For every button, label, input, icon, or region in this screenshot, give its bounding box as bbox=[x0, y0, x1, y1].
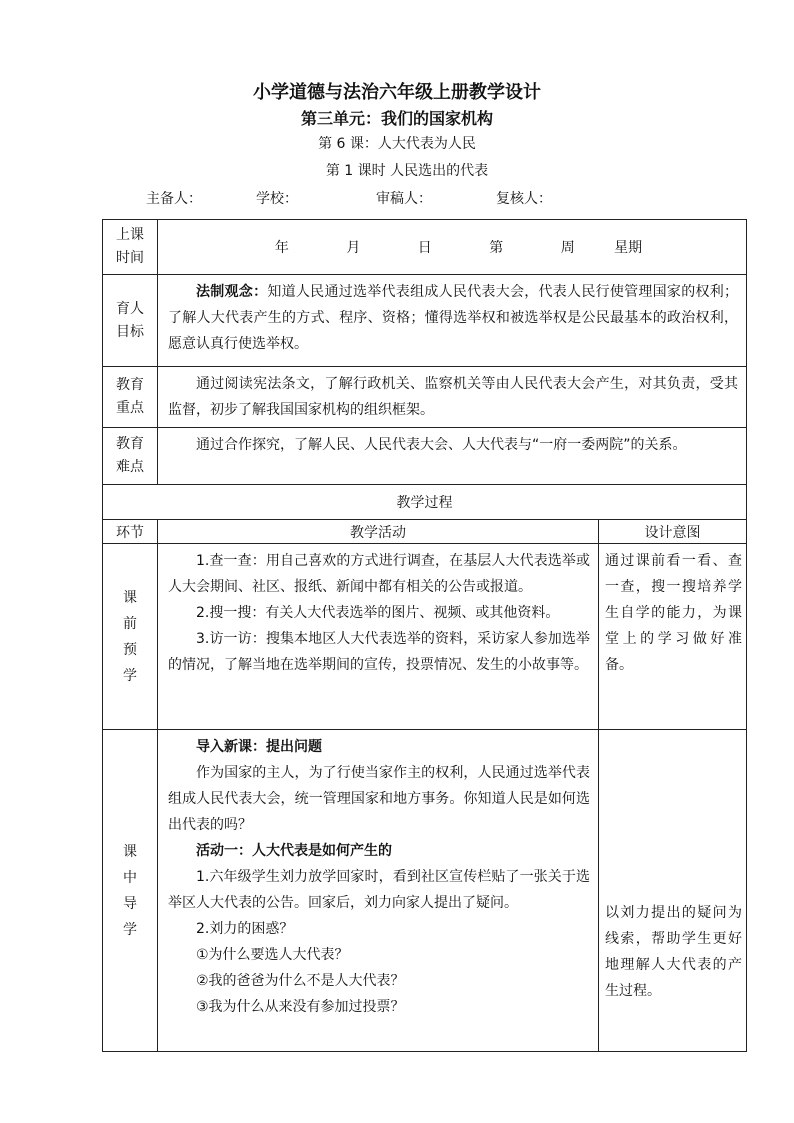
intro-text: 作为国家的主人，为了行使当家作主的权利，人民通过选举代表组成人民代表大会，统一管理国家和地方事务。你知道人民是如何选出代表的吗？ bbox=[168, 765, 590, 833]
goal-content bbox=[158, 275, 747, 367]
preview-row bbox=[103, 544, 747, 730]
activity-heading: 活动一：人大代表是如何产生的 bbox=[196, 843, 392, 859]
focus-label: 教育 重点 bbox=[103, 367, 158, 428]
date-month: 月 bbox=[346, 240, 361, 256]
question-item: ③我为什么从来没有参加过投票？ bbox=[196, 999, 405, 1015]
class-stage: 课 中 导 学 bbox=[103, 730, 158, 1052]
column-intent: 设计意图 bbox=[599, 520, 747, 544]
intro-heading: 导入新课：提出问题 bbox=[196, 739, 322, 755]
goal-row bbox=[103, 275, 747, 367]
school-label: 学校： bbox=[256, 191, 298, 207]
unit-title: 第三单元：我们的国家机构 bbox=[300, 109, 493, 128]
date-year: 年 bbox=[274, 240, 289, 256]
activity-item: 2.刘力的困惑？ bbox=[196, 921, 294, 937]
focus-row bbox=[103, 367, 747, 428]
preview-stage: 课 前 预 学 bbox=[103, 544, 158, 730]
column-header-row bbox=[103, 520, 747, 544]
class-intent: 以刘力提出的疑问为线索，帮助学生更好地理解人大代表的产生过程。 bbox=[605, 905, 743, 999]
question-item: ②我的爸爸为什么不是人大代表？ bbox=[196, 973, 405, 989]
preview-activities bbox=[158, 544, 599, 730]
lesson-plan-table bbox=[102, 219, 747, 1052]
difficulty-content: 通过合作探究，了解人民、人民代表大会、人大代表与“一府一委两院”的关系。 bbox=[158, 428, 747, 485]
preparer-label: 主备人： bbox=[146, 191, 202, 207]
reviewer-label: 审稿人： bbox=[376, 191, 432, 207]
activity-item: 1.六年级学生刘力放学回家时，看到社区宣传栏贴了一张关于选举区人大代表的公告。回家后，刘力向家人提出了疑问。 bbox=[168, 869, 590, 911]
preview-item: 2.搜一搜：有关人大代表选举的图片、视频、或其他资料。 bbox=[196, 605, 560, 621]
date-week-no: 第 bbox=[489, 240, 504, 256]
preview-intent: 通过课前看一看、查一查，搜一搜培养学生自学的能力，为课堂上的学习做好准备。 bbox=[599, 544, 747, 730]
date-week: 周 bbox=[560, 240, 575, 256]
column-stage: 环节 bbox=[103, 520, 158, 544]
question-item: ①为什么要选人大代表？ bbox=[196, 947, 349, 963]
class-time-row bbox=[103, 220, 747, 275]
class-time-fields bbox=[158, 220, 747, 275]
preview-item: 3.访一访：搜集本地区人大代表选举的资料，采访家人参加选举的情况，了解当地在选举期间的宣传，投票情况、发生的小故事等。 bbox=[168, 631, 590, 673]
class-activities bbox=[158, 730, 599, 1052]
goal-bold-lead: 法制观念： bbox=[196, 284, 268, 300]
lesson-title: 第 6 课：人大代表为人民 bbox=[318, 136, 476, 152]
process-title-row bbox=[103, 485, 747, 520]
preview-item: 1.查一查：用自己喜欢的方式进行调查，在基层人大代表选举或人大会期间、社区、报纸、新闻中都有相关的公告或报道。 bbox=[168, 553, 590, 595]
rechecker-label: 复核人： bbox=[496, 191, 552, 207]
goal-text: 知道人民通过选举代表组成人民代表大会，代表人民行使管理国家的权利；了解人大代表产生的方式、程序、资格；懂得选举权和被选举权是公民最基本的政治权利，愿意认真行使选举权。 bbox=[168, 284, 739, 352]
focus-content: 通过阅读宪法条文，了解行政机关、监察机关等由人民代表大会产生，对其负责，受其监督，初步了解我国国家机构的组织框架。 bbox=[158, 367, 747, 428]
difficulty-label: 教育 难点 bbox=[103, 428, 158, 485]
class-row bbox=[103, 730, 747, 1052]
document-title: 小学道德与法治六年级上册教学设计 bbox=[253, 82, 541, 103]
class-time-label: 上课 时间 bbox=[103, 220, 158, 275]
goal-label: 育人 目标 bbox=[103, 275, 158, 367]
column-activity: 教学活动 bbox=[158, 520, 599, 544]
date-weekday: 星期 bbox=[614, 240, 643, 256]
date-day: 日 bbox=[417, 240, 432, 256]
difficulty-row bbox=[103, 428, 747, 485]
period-title: 第 1 课时 人民选出的代表 bbox=[325, 163, 489, 179]
process-title: 教学过程 bbox=[103, 485, 747, 520]
